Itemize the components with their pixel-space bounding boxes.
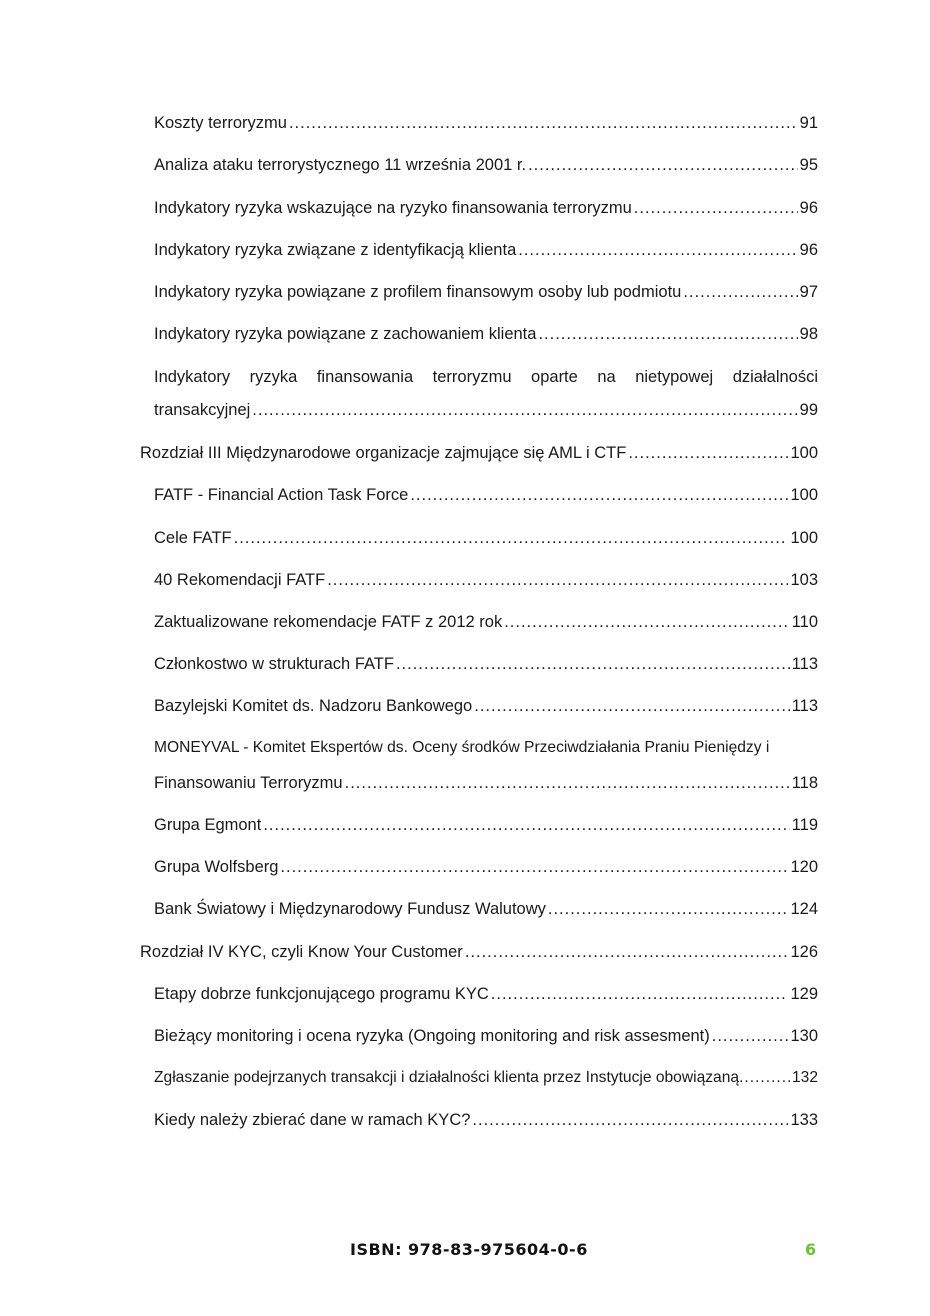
isbn-label: ISBN: 978-83-975604-0-6 (350, 1240, 588, 1259)
toc-entry-title: Członkostwo w strukturach FATF (154, 655, 394, 673)
toc-entry-page: 113 (791, 697, 818, 715)
toc-entry[interactable] (154, 113, 818, 133)
toc-entry-page: 126 (790, 943, 818, 961)
toc-entry-page: 96 (799, 241, 818, 259)
toc-entry[interactable] (154, 282, 818, 302)
page-footer (0, 1240, 930, 1264)
dot-leader (634, 198, 798, 218)
toc-chapter-entry[interactable] (140, 942, 818, 962)
dot-leader (234, 528, 789, 548)
toc-entry-title-line1: MONEYVAL - Komitet Ekspertów ds. Oceny środków Przeciwdziałania Praniu Pieniędzy i (154, 739, 770, 756)
toc-entry-page: 130 (790, 1027, 818, 1045)
toc-entry[interactable] (154, 324, 818, 344)
toc-entry[interactable] (154, 240, 818, 260)
toc-entry-page: 124 (790, 900, 818, 918)
toc-entry-title: Bieżący monitoring i ocena ryzyka (Ongoing monitoring and risk assesment) (154, 1027, 710, 1045)
toc-entry-page: 100 (790, 529, 818, 547)
toc-entry-title: Analiza ataku terrorystycznego 11 września 2001 r. (154, 156, 527, 174)
dot-leader (327, 570, 788, 590)
toc-entry-page: 132 (791, 1069, 818, 1086)
dot-leader (474, 696, 789, 716)
toc-entry[interactable] (154, 570, 818, 590)
toc-entry-title: Cele FATF (154, 529, 232, 547)
toc-entry-page: 118 (791, 774, 818, 792)
toc-entry-title: Grupa Wolfsberg (154, 858, 279, 876)
dot-leader (252, 400, 797, 420)
toc-entry-multiline[interactable] (154, 367, 818, 420)
toc-entry-title: 40 Rekomendacji FATF (154, 571, 326, 589)
toc-entry-page: 120 (790, 858, 818, 876)
toc-entry-page: 99 (799, 401, 818, 419)
toc-entry-page: 133 (790, 1111, 818, 1129)
toc-entry[interactable] (154, 1110, 818, 1130)
toc-entry[interactable] (154, 815, 818, 835)
toc-entry-page: 110 (791, 613, 818, 631)
toc-entry-page: 96 (799, 199, 818, 217)
toc-entry-title: FATF - Financial Action Task Force (154, 486, 409, 504)
toc-entry[interactable] (154, 528, 818, 548)
toc-entry-title-line2: transakcyjnej (154, 401, 251, 419)
toc-entry-page: 119 (791, 816, 818, 834)
toc-chapter-entry[interactable] (140, 443, 818, 463)
dot-leader (345, 773, 790, 793)
dot-leader (465, 942, 789, 962)
toc-entry-title: Kiedy należy zbierać dane w ramach KYC? (154, 1111, 471, 1129)
toc-entry-title-line1: Indykatory ryzyka finansowania terroryzmu oparte na nietypowej działalności (154, 368, 818, 386)
toc-entry-title: Zgłaszanie podejrzanych transakcji i działalności klienta przez Instytucje obowiązaną (154, 1069, 740, 1086)
toc-entry-multiline[interactable] (154, 738, 818, 793)
dot-leader (712, 1026, 789, 1046)
page-number: 6 (805, 1240, 817, 1259)
toc-entry-page: 113 (791, 655, 818, 673)
toc-entry-title: Bazylejski Komitet ds. Nadzoru Bankowego (154, 697, 473, 715)
toc-entry-title: Indykatory ryzyka wskazujące na ryzyko finansowania terroryzmu (154, 199, 632, 217)
dot-leader (410, 485, 788, 505)
toc-entry-title: Rozdział III Międzynarodowe organizacje zajmujące się AML i CTF (140, 444, 627, 462)
toc-entry-title: Koszty terroryzmu (154, 114, 287, 132)
toc-entry[interactable] (154, 485, 818, 505)
toc-entry[interactable] (154, 1026, 818, 1046)
toc-entry[interactable] (154, 1068, 818, 1088)
toc-entry-title-line2: Finansowaniu Terroryzmu (154, 774, 343, 792)
dot-leader (472, 1110, 788, 1130)
toc-entry-page: 95 (799, 156, 818, 174)
dot-leader (396, 654, 790, 674)
dot-leader (504, 612, 789, 632)
toc-entry[interactable] (154, 857, 818, 877)
toc-entry-page: 98 (799, 325, 818, 343)
toc-entry-page: 100 (790, 444, 818, 462)
toc-entry-title: Etapy dobrze funkcjonującego programu KYC (154, 985, 489, 1003)
dot-leader (739, 1068, 792, 1088)
toc-entry-title: Indykatory ryzyka powiązane z profilem finansowym osoby lub podmiotu (154, 283, 682, 301)
toc-entry-title: Indykatory ryzyka związane z identyfikacją klienta (154, 241, 517, 259)
toc-entry-title: Grupa Egmont (154, 816, 262, 834)
dot-leader (548, 899, 789, 919)
dot-leader (518, 240, 797, 260)
toc-entry[interactable] (154, 984, 818, 1004)
dot-leader (289, 113, 798, 133)
toc-entry[interactable] (154, 612, 818, 632)
toc-entry[interactable] (154, 654, 818, 674)
toc-entry[interactable] (154, 899, 818, 919)
toc-entry-page: 103 (790, 571, 818, 589)
toc-entry[interactable] (154, 198, 818, 218)
toc-entry[interactable] (154, 696, 818, 716)
dot-leader (491, 984, 789, 1004)
toc-entry-page: 97 (799, 283, 818, 301)
toc-entry-page: 91 (799, 114, 818, 132)
dot-leader (628, 443, 788, 463)
dot-leader (528, 155, 798, 175)
toc-entry[interactable] (154, 155, 818, 175)
toc-entry-page: 100 (790, 486, 818, 504)
dot-leader (263, 815, 789, 835)
toc-entry-title: Indykatory ryzyka powiązane z zachowaniem klienta (154, 325, 537, 343)
dot-leader (280, 857, 788, 877)
toc-entry-page: 129 (790, 985, 818, 1003)
toc-entry-title: Zaktualizowane rekomendacje FATF z 2012 rok (154, 613, 503, 631)
dot-leader (538, 324, 797, 344)
toc-entry-title: Rozdział IV KYC, czyli Know Your Customer (140, 943, 463, 961)
toc-entry-title: Bank Światowy i Międzynarodowy Fundusz Walutowy (154, 900, 546, 918)
dot-leader (683, 282, 797, 302)
